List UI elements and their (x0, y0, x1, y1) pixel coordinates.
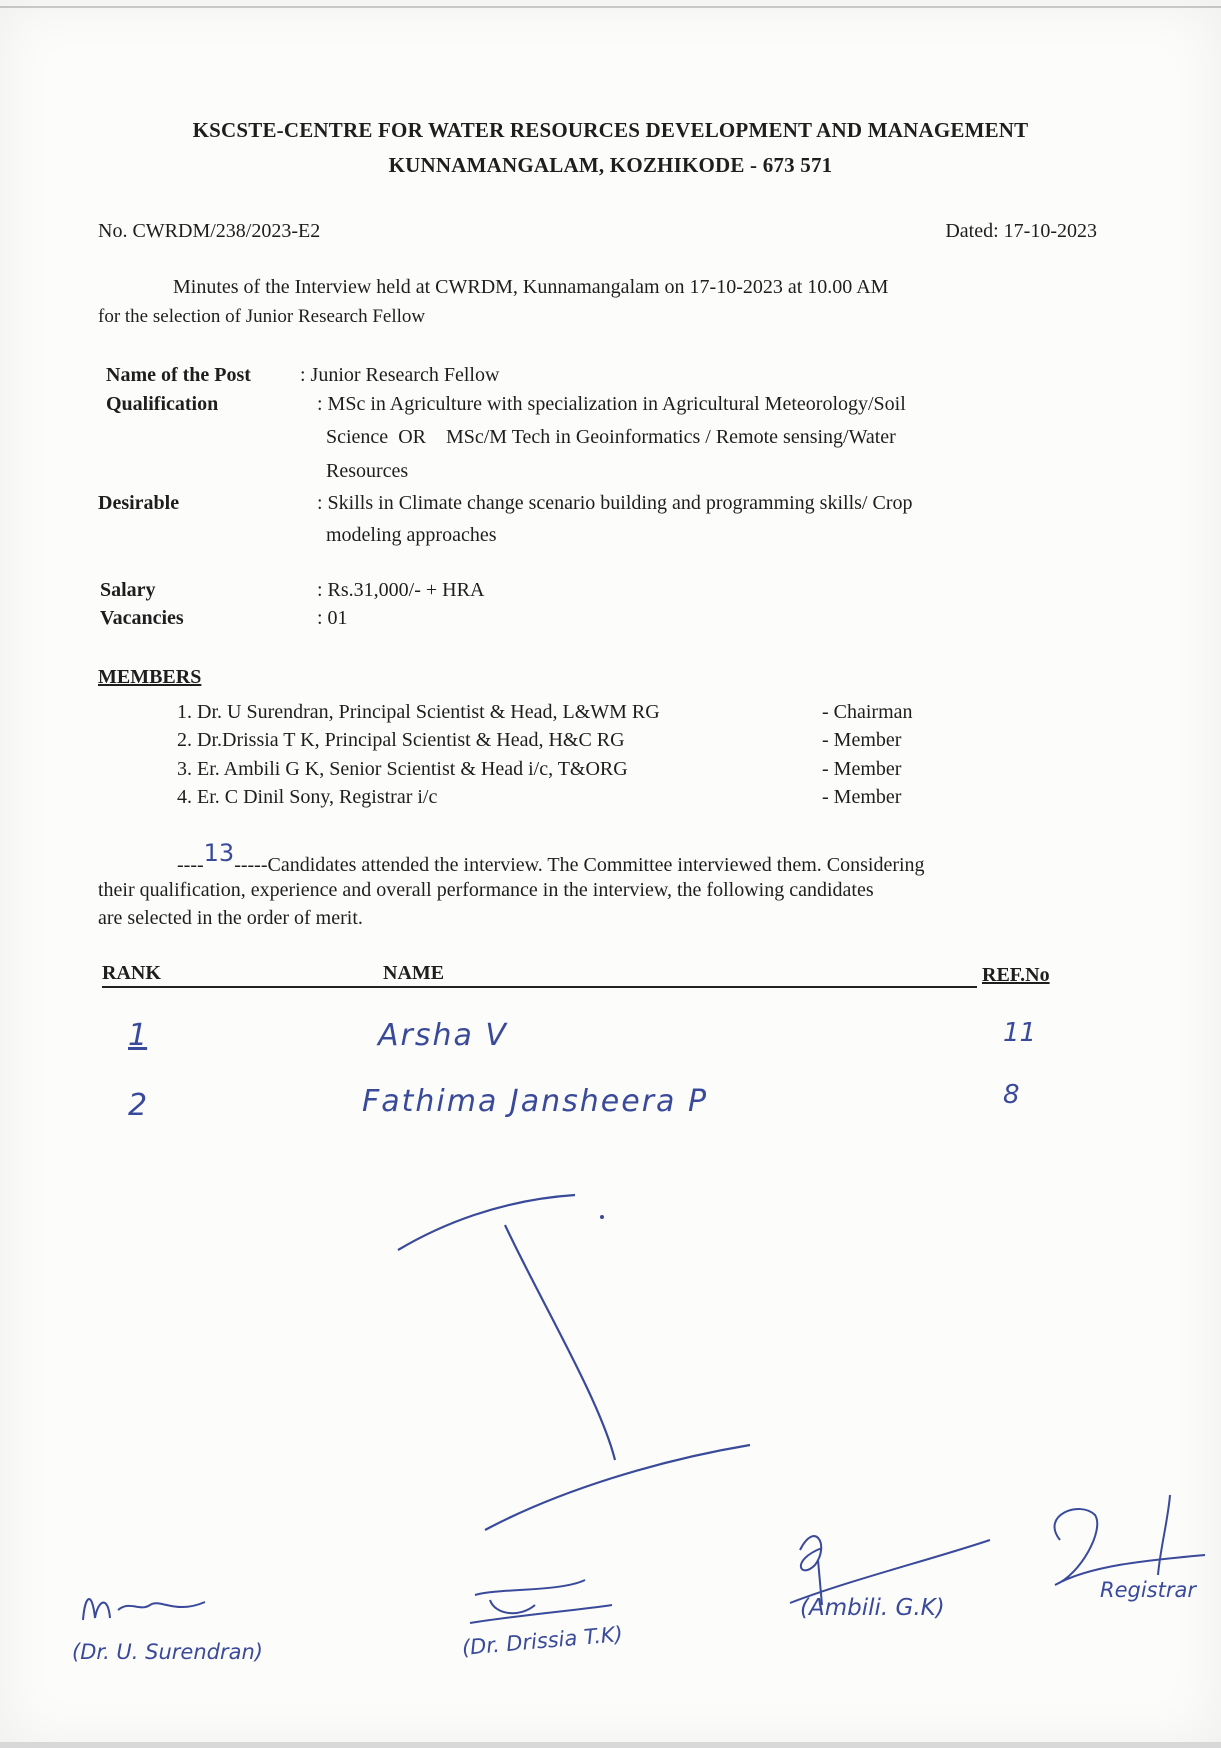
reference-number: No. CWRDM/238/2023-E2 (98, 220, 321, 242)
member-3-name: 3. Er. Ambili G K, Senior Scientist & Head i/c, T&ORG (177, 758, 628, 780)
qualification-line-1: : MSc in Agriculture with specialization in Agricultural Meteorology/Soil (317, 393, 906, 415)
header-line-2: KUNNAMANGALAM, KOZHIKODE - 673 571 (388, 153, 833, 177)
member-4-role: - Member (822, 786, 902, 808)
rank-header: RANK (102, 962, 161, 984)
row-1-ref: 11 (1003, 1018, 1037, 1048)
post-label: Name of the Post (106, 364, 251, 386)
ink-dot (600, 1215, 604, 1219)
member-1-name: 1. Dr. U Surendran, Principal Scientist & Head, L&WM RG (177, 701, 660, 723)
candidates-text: Candidates attended the interview. The Committee interviewed them. Considering (267, 854, 925, 876)
candidate-count: 13 (203, 839, 235, 867)
dashes-before: ---- (177, 854, 204, 876)
member-2-name: 2. Dr.Drissia T K, Principal Scientist & Head, H&C RG (177, 729, 625, 751)
desirable-label: Desirable (98, 492, 180, 514)
signature-2-scrawl (470, 1580, 612, 1623)
row-2-ref: 8 (1003, 1080, 1020, 1110)
intro-line-2: for the selection of Junior Research Fellow (98, 306, 426, 327)
date: Dated: 17-10-2023 (945, 220, 1097, 242)
signature-4-name: Registrar (1100, 1578, 1196, 1602)
qualification-line-3: Resources (326, 460, 409, 482)
members-heading: MEMBERS (98, 666, 202, 688)
member-3-role: - Member (822, 758, 902, 780)
signature-3-name: (Ambili. G.K) (800, 1595, 945, 1621)
desirable-line-1: : Skills in Climate change scenario building and programming skills/ Crop (317, 492, 913, 514)
qualification-line-2: Science OR MSc/M Tech in Geoinformatics / Remote sensing/Water (326, 426, 896, 448)
header-line-1: KSCSTE-CENTRE FOR WATER RESOURCES DEVELOPMENT AND MANAGEMENT (192, 118, 1029, 142)
dashes-after: ----- (234, 854, 268, 876)
row-1-rank: 1 (128, 1018, 148, 1053)
salary-label: Salary (100, 579, 156, 601)
salary-value: : Rs.31,000/- + HRA (317, 579, 485, 601)
desirable-line-2: modeling approaches (326, 524, 497, 546)
signature-1-scrawl (83, 1599, 205, 1620)
cancel-stroke-bottom (485, 1445, 750, 1530)
candidates-line-2: their qualification, experience and overall performance in the interview, the following candidates (98, 879, 874, 901)
signature-2-name: (Dr. Drissia T.K) (460, 1621, 624, 1660)
cancel-stroke-diagonal (505, 1225, 615, 1460)
post-value: : Junior Research Fellow (300, 364, 500, 386)
signature-4-scrawl (1055, 1495, 1205, 1585)
row-1-name: Arsha V (378, 1018, 508, 1053)
scan-bottom-edge (0, 1742, 1221, 1748)
row-2-rank: 2 (128, 1088, 148, 1123)
vacancies-value: : 01 (317, 607, 348, 629)
candidates-line-3: are selected in the order of merit. (98, 907, 363, 929)
member-1-role: - Chairman (822, 701, 913, 723)
member-4-name: 4. Er. C Dinil Sony, Registrar i/c (177, 786, 438, 808)
qualification-label: Qualification (106, 393, 219, 415)
vacancies-label: Vacancies (100, 607, 184, 629)
intro-line-1: Minutes of the Interview held at CWRDM, Kunnamangalam on 17-10-2023 at 10.00 AM (173, 276, 889, 298)
row-2-name: Fathima Jansheera P (362, 1084, 709, 1119)
signature-1-name: (Dr. U. Surendran) (72, 1640, 263, 1664)
ref-header: REF.No (982, 964, 1050, 986)
name-header: NAME (383, 962, 445, 984)
cancel-stroke-top (398, 1195, 575, 1250)
member-2-role: - Member (822, 729, 902, 751)
